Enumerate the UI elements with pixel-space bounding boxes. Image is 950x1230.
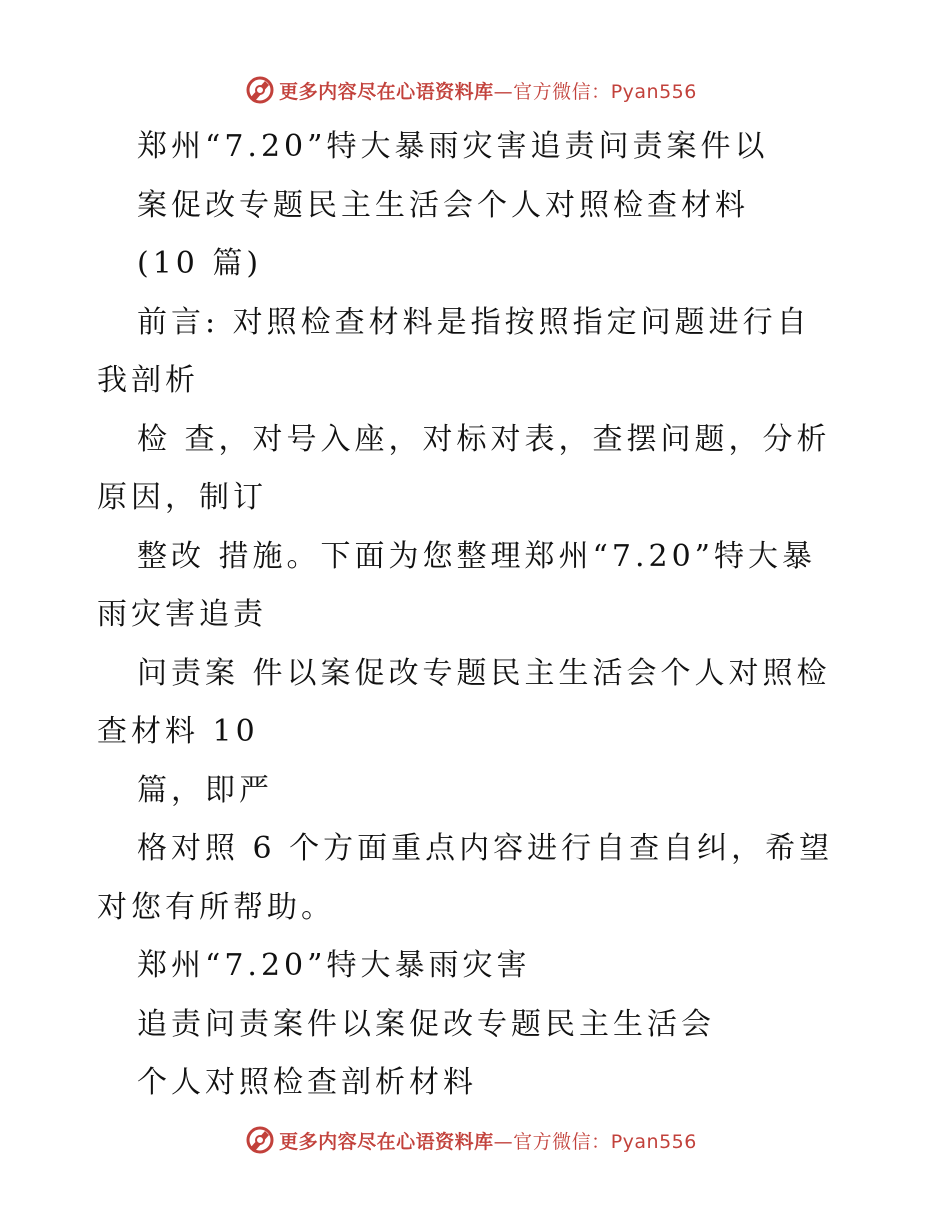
- watermark-site-text: 更多内容尽在心语资料库: [279, 1130, 494, 1153]
- watermark-wechat-id: Pyan556: [610, 80, 697, 103]
- watermark-wechat-id: Pyan556: [610, 1130, 697, 1153]
- watermark-wechat-label: 官方微信：: [513, 80, 611, 103]
- red-ribbon-logo-icon: [245, 1125, 275, 1155]
- paragraph-line: 我剖析: [97, 363, 199, 398]
- document-body: [97, 118, 837, 1113]
- title-line-2: 案促改专题民主生活会个人对照检查材料: [137, 187, 749, 223]
- paragraph-line: 格对照 6 个方面重点内容进行自查自纠，希望: [137, 831, 834, 866]
- paragraph-line: 对您有所帮助。: [97, 889, 335, 925]
- watermark-site-text: 更多内容尽在心语资料库: [279, 80, 494, 103]
- red-ribbon-logo-icon: [245, 75, 275, 105]
- paragraph-line: 查材料 10: [97, 714, 259, 749]
- watermark-text: [279, 77, 697, 104]
- watermark-text: [279, 1127, 697, 1154]
- paragraph-line: 雨灾害追责: [97, 597, 267, 632]
- subtitle-line: 郑州“7.20”特大暴雨灾害: [137, 948, 531, 983]
- title-line-1: 郑州“7.20”特大暴雨灾害追责问责案件以: [137, 129, 769, 164]
- paragraph-line: 检 查，对号入座，对标对表，查摆问题，分析: [137, 421, 831, 457]
- paragraph-line: 前言: 对照检查材料是指按照指定问题进行自: [137, 304, 811, 340]
- watermark-wechat-label: 官方微信：: [513, 1130, 611, 1153]
- watermark-separator: —: [493, 1130, 514, 1153]
- paragraph-line: 问责案 件以案促改专题民主生活会个人对照检: [137, 655, 831, 691]
- title-line-3: (10 篇): [137, 246, 263, 281]
- paragraph-line: 原因，制订: [97, 480, 267, 515]
- paragraph-line: 整改 措施。下面为您整理郑州“7.20”特大暴: [137, 538, 817, 574]
- paragraph-line: 篇，即严: [137, 772, 273, 808]
- header-watermark: [0, 72, 950, 108]
- footer-watermark: [0, 1122, 950, 1158]
- subtitle-line: 追责问责案件以案促改专题民主生活会: [137, 1006, 715, 1042]
- subtitle-line: 个人对照检查剖析材料: [137, 1065, 477, 1100]
- watermark-separator: —: [493, 80, 514, 103]
